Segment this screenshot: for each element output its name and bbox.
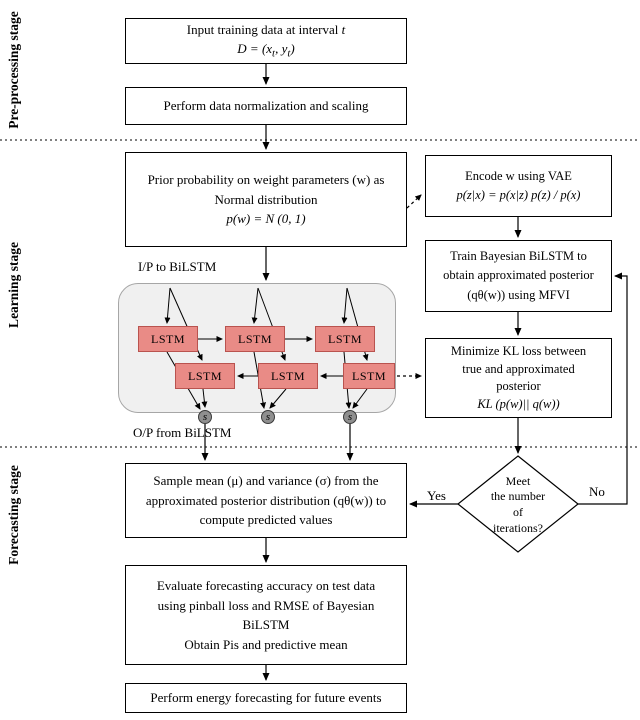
train-line1: Train Bayesian BiLSTM to [450,248,587,263]
minimize-kl-box [425,338,612,418]
kl-line2: true and approximated [462,361,575,376]
stage-label-forecasting: Forecasting stage [6,465,21,565]
lstm-cell-label: LSTM [270,368,305,383]
eq-prefix: D = (x [237,41,273,57]
yes-branch-label: Yes [427,488,446,503]
decision-line3: of [513,505,523,519]
input-data-box [125,18,407,64]
kl-line1: Minimize KL loss between [450,344,587,358]
stage-label-preprocessing: Pre-processing stage [6,11,21,129]
lstm-cell-label: LSTM [187,368,222,383]
evaluate-line3: BiLSTM [242,617,290,632]
stage-label-learning: Learning stage [6,242,21,328]
state-node-2 [261,410,275,424]
state-node-label: s [265,411,271,423]
normalize-box [125,87,407,125]
forecast-box [125,683,407,713]
lstm-cell-label: LSTM [327,331,362,346]
lstm-cell-backward-1 [175,363,235,389]
state-node-3 [343,410,357,424]
decision-line2: the number [490,489,546,504]
sample-line3: compute predicted values [199,512,333,528]
sample-posterior-box [125,463,407,538]
input-data-line1-var: t [341,21,346,37]
train-bilstm-box [425,240,612,312]
input-data-line1-text: Input training data at interval [186,21,342,37]
prior-line3: p(w) = N (0, 1) [226,211,306,227]
lstm-cell-label: LSTM [237,331,272,346]
state-node-label: s [347,411,353,423]
state-node-label: s [202,411,208,423]
normalize-line1: Perform data normalization and scaling [163,98,369,114]
decision-line4: iterations? [493,520,543,535]
kl-line3: posterior [496,379,541,393]
decision-diamond [468,470,568,540]
train-line2: obtain approximated posterior [443,268,594,283]
dashed-arrow-prior-to-encode [407,195,421,208]
no-branch-label: No [589,484,605,499]
sample-line1: Sample mean (μ) and variance (σ) from the [153,473,379,489]
encode-vae-box [425,155,612,217]
forecast-line1: Perform energy forecasting for future events [150,690,382,706]
lstm-cell-forward-3 [315,326,375,352]
state-node-1 [198,410,212,424]
input-data-line1 [187,20,346,40]
encode-line1: Encode w using VAE [465,168,572,183]
bilstm-output-label: O/P from BiLSTM [133,425,232,440]
eq-suffix: ) [290,41,295,57]
lstm-cell-backward-3 [343,363,395,389]
prior-line1: Prior probability on weight parameters (w) as [147,172,385,188]
evaluate-line4: Obtain Pis and predictive mean [184,636,348,652]
evaluate-line1: Evaluate forecasting accuracy on test data [156,578,376,593]
train-line3: (qθ(w)) using MFVI [467,287,570,302]
prior-box [125,152,407,247]
eq-mid: , y [275,41,288,57]
bilstm-input-label: I/P to BiLSTM [138,259,217,274]
lstm-cell-forward-2 [225,326,285,352]
eq-sub1: t [272,47,276,60]
encode-line2: p(z|x) = p(x|z) p(z) / p(x) [456,188,581,202]
kl-line4: KL (p(w)|| q(w)) [477,396,560,411]
lstm-cell-label: LSTM [150,331,185,346]
lstm-cell-backward-2 [258,363,318,389]
lstm-cell-forward-1 [138,326,198,352]
input-data-equation [237,39,294,62]
prior-line2: Normal distribution [214,191,318,207]
evaluate-box [125,565,407,665]
eq-sub2: t [287,47,291,60]
sample-line2: approximated posterior distribution (qθ(w)) to [145,492,387,508]
evaluate-line2: using pinball loss and RMSE of Bayesian [157,597,375,613]
decision-line1: Meet [505,473,531,488]
lstm-cell-label: LSTM [351,368,386,383]
